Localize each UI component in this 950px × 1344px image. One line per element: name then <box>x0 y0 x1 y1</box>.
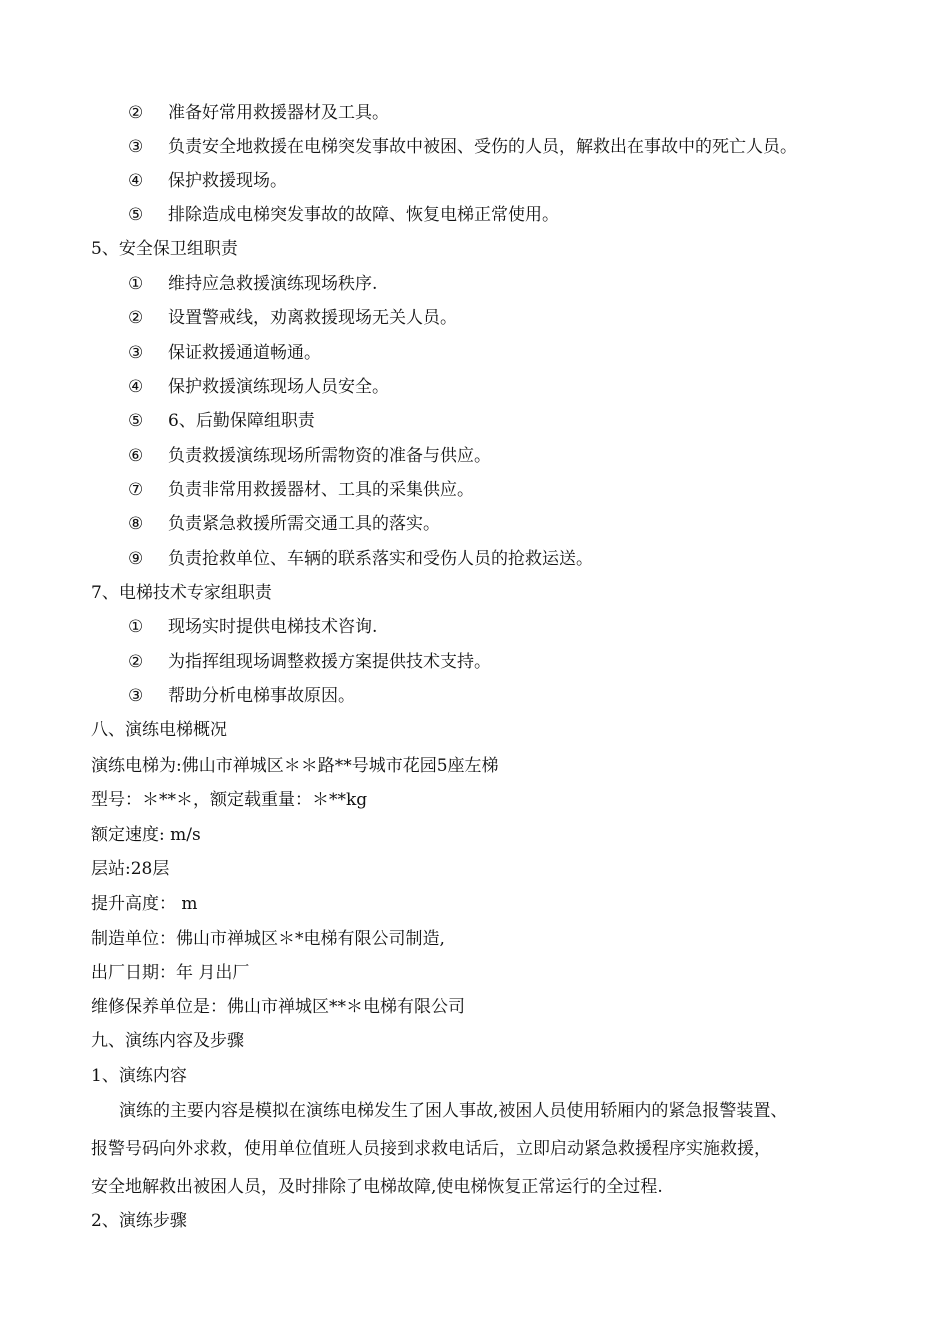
list-item <box>128 370 389 404</box>
list-item <box>128 130 797 164</box>
overview-line: 提升高度： m <box>91 894 198 914</box>
item-text: 排除造成电梯突发事故的故障、恢复电梯正常使用。 <box>168 205 559 225</box>
subsection-heading: 2、演练步骤 <box>91 1211 187 1231</box>
list-item <box>128 96 389 130</box>
item-text: 现场实时提供电梯技术咨询. <box>168 617 378 637</box>
item-text: 负责安全地救援在电梯突发事故中被困、受伤的人员，解救出在事故中的死亡人员。 <box>168 137 797 157</box>
subsection-heading: 1、演练内容 <box>91 1066 187 1086</box>
overview-line: 额定速度: m/s <box>91 825 201 845</box>
overview-line: 出厂日期：年 月出厂 <box>91 963 250 983</box>
overview-line: 演练电梯为:佛山市禅城区＊＊路**号城市花园5座左梯 <box>91 756 499 776</box>
item-number: ① <box>128 274 144 294</box>
paragraph-line: 安全地解救出被困人员，及时排除了电梯故障,使电梯恢复正常运行的全过程. <box>91 1177 663 1197</box>
list-item <box>128 542 593 576</box>
chapter-heading: 八、演练电梯概况 <box>91 720 227 740</box>
item-text: 准备好常用救援器材及工具。 <box>168 103 389 123</box>
item-text: 负责抢救单位、车辆的联系落实和受伤人员的抢救运送。 <box>168 549 593 569</box>
list-item <box>128 507 440 541</box>
list-item <box>128 679 355 713</box>
item-number: ③ <box>128 137 144 157</box>
item-text: 帮助分析电梯事故原因。 <box>168 686 355 706</box>
list-item <box>128 439 491 473</box>
paragraph-line: 报警号码向外求救，使用单位值班人员接到求救电话后，立即启动紧急救援程序实施救援， <box>91 1139 771 1159</box>
item-number: ⑤ <box>128 411 144 431</box>
paragraph <box>91 1094 881 1204</box>
list-item <box>128 164 287 198</box>
item-text: 保护救援现场。 <box>168 171 287 191</box>
item-text: 负责非常用救援器材、工具的采集供应。 <box>168 480 474 500</box>
item-number: ⑦ <box>128 480 144 500</box>
item-number: ③ <box>128 343 144 363</box>
item-number: ④ <box>128 171 144 191</box>
item-number: ⑤ <box>128 205 144 225</box>
item-number: ② <box>128 308 144 328</box>
item-text: 保证救援通道畅通。 <box>168 343 321 363</box>
list-item <box>128 267 377 301</box>
list-item <box>128 336 321 370</box>
item-number: ⑨ <box>128 549 144 569</box>
item-number: ① <box>128 617 144 637</box>
item-number: ② <box>128 652 144 672</box>
item-text: 维持应急救援演练现场秩序. <box>168 274 378 294</box>
item-text: 保护救援演练现场人员安全。 <box>168 377 389 397</box>
overview-line: 制造单位：佛山市禅城区＊*电梯有限公司制造, <box>91 929 445 949</box>
overview-line: 维修保养单位是：佛山市禅城区**＊电梯有限公司 <box>91 997 465 1017</box>
item-text: 负责紧急救援所需交通工具的落实。 <box>168 514 440 534</box>
item-text: 为指挥组现场调整救援方案提供技术支持。 <box>168 652 491 672</box>
paragraph-line: 演练的主要内容是模拟在演练电梯发生了困人事故,被困人员使用轿厢内的紧急报警装置、 <box>119 1101 788 1121</box>
item-number: ② <box>128 103 144 123</box>
chapter-heading: 九、演练内容及步骤 <box>91 1031 244 1051</box>
item-text: 6、后勤保障组职责 <box>168 411 315 431</box>
item-number: ⑥ <box>128 446 144 466</box>
list-item <box>128 610 377 644</box>
overview-line: 型号：＊**＊，额定载重量：＊**kg <box>91 790 368 810</box>
list-item <box>128 404 315 438</box>
list-item <box>128 198 559 232</box>
section-heading: 7、电梯技术专家组职责 <box>91 583 272 603</box>
item-number: ⑧ <box>128 514 144 534</box>
section-heading: 5、安全保卫组职责 <box>91 239 238 259</box>
list-item <box>128 645 491 679</box>
item-text: 设置警戒线，劝离救援现场无关人员。 <box>168 308 457 328</box>
list-item <box>128 301 457 335</box>
item-text: 负责救援演练现场所需物资的准备与供应。 <box>168 446 491 466</box>
overview-line: 层站:28层 <box>91 859 170 879</box>
item-number: ③ <box>128 686 144 706</box>
item-number: ④ <box>128 377 144 397</box>
list-item <box>128 473 474 507</box>
